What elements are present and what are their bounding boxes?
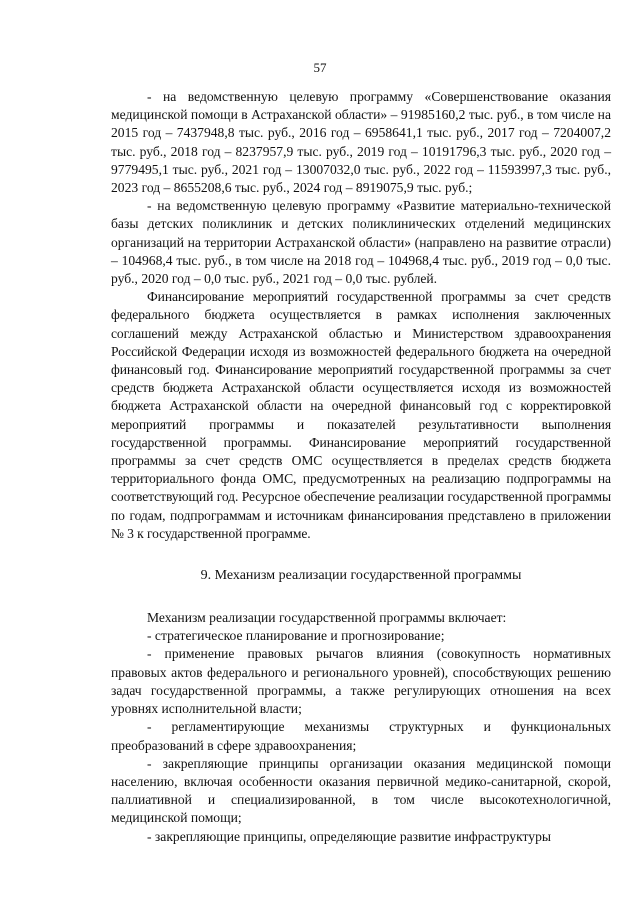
list-item-structural-mechanisms: - регламентирующие механизмы структурных и функциональных преобразований в сфере здравоохранения; (111, 719, 611, 753)
paragraph-mechanism-intro: Механизм реализации государственной программы включает: (147, 610, 507, 626)
page-number: 57 (313, 60, 327, 75)
list-item-infrastructure-principles: - закрепляющие принципы, определяющие развитие инфраструктуры (147, 828, 552, 844)
document-body (111, 88, 611, 846)
paragraph-budget-quality-program: - на ведомственную целевую программу «Совершенствование оказания медицинской помощи в Астраханской области» – 91985160,2 тыс. руб., в том числе на 2015 год – 7437948,8 тыс. руб., 2016 год – 6958641,1 тыс. руб., 2017 год – 7204007,2 тыс. руб., 2018 год – 8237957,9 тыс. руб., 2019 год – 10191796,3 тыс. руб., 2020 год – 9779495,1 тыс. руб., 2021 год – 13007032,0 тыс. руб., 2022 год – 11593997,3 тыс. руб., 2023 год – 8655208,6 тыс. руб., 2024 год – 8919075,9 тыс. руб.; (111, 89, 611, 196)
paragraph-budget-pediatric-clinics: - на ведомственную целевую программу «Развитие материально-технической базы детских поликлиник и детских поликлинических отделений медицинских организаций на территории Астраханской области» (направлено на развитие отрасли) – 104968,4 тыс. руб., в том числе на 2018 год – 104968,4 тыс. руб., 2019 год – 0,0 тыс. руб., 2020 год – 0,0 тыс. руб., 2021 год – 0,0 тыс. рублей. (111, 198, 611, 287)
list-item-legal-levers: - применение правовых рычагов влияния (совокупность нормативных правовых актов федерального и регионального уровней), способствующих решению задач государственной программы, а также регулирующих отношения на всех уровнях исполнительной власти; (111, 646, 611, 717)
list-item-care-principles: - закрепляющие принципы организации оказания медицинской помощи населению, включая особенности оказания первичной медико-санитарной, скорой, паллиативной и специализированной, в том числе высокотехнологичной, медицинской помощи; (111, 755, 611, 826)
list-item-strategic-planning: - стратегическое планирование и прогнозирование; (147, 628, 445, 644)
paragraph-financing-sources: Финансирование мероприятий государственной программы за счет средств федерального бюджета осуществляется в рамках исполнения заключенных соглашений между Астраханской областью и Министерством здравоохранения Российской Федерации исходя из возможностей федерального бюджета на очередной финансовый год. Финансирование мероприятий государственной программы за счет средств бюджета Астраханской области осуществляется исходя из возможностей бюджета Астраханской области на очередной финансовый год с корректировкой мероприятий программы и показателей результативности выполнения государственной программы. Финансирование мероприятий государственной программы за счет средств ОМС осуществляется в пределах средств бюджета территориального фонда ОМС, предусмотренных на реализацию подпрограммы на соответствующий год. Ресурсное обеспечение реализации государственной программы по годам, подпрограммам и источникам финансирования представлено в приложении № 3 к государственной программе. (111, 289, 611, 541)
section-heading: 9. Механизм реализации государственной программы (200, 568, 522, 584)
